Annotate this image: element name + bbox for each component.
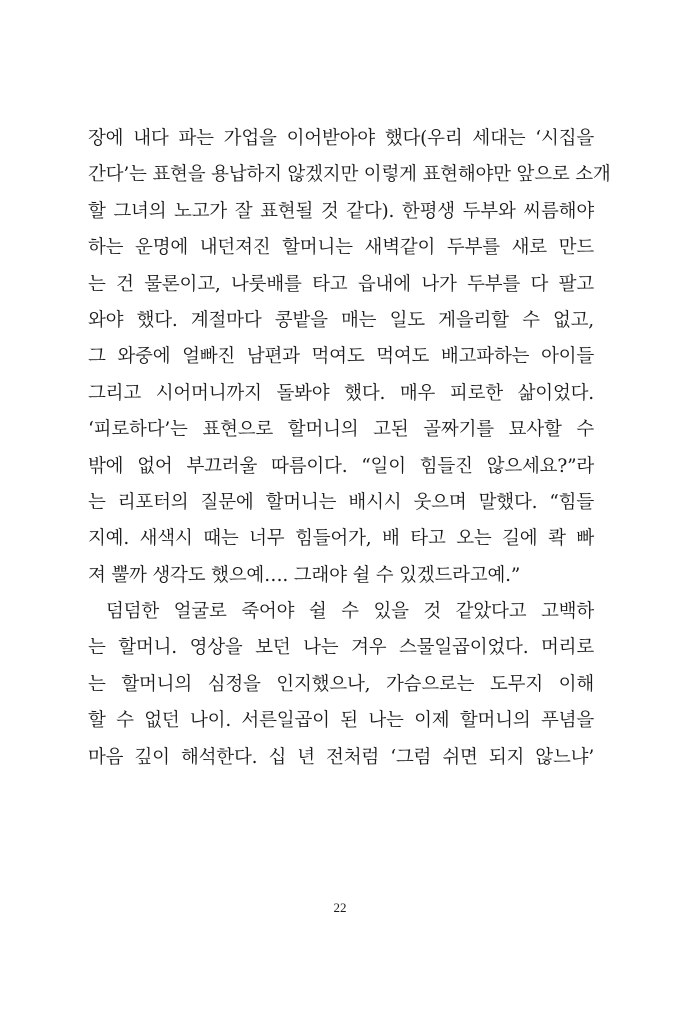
- text-line: 할 그녀의 노고가 잘 표현될 것 같다). 한평생 두부와 씨름해야: [88, 200, 594, 222]
- text-line: 밖에 없어 부끄러울 따름이다. “일이 힘들진 않으세요?”라: [88, 455, 594, 477]
- text-line: 져 뿔까 생각도 했으예…. 그래야 쉴 수 있겠드라고예.”: [88, 564, 521, 586]
- text-line: 와야 했다. 계절마다 콩밭을 매는 일도 게을리할 수 없고,: [88, 309, 594, 331]
- text-line: 그 와중에 얼빠진 남편과 먹여도 먹여도 배고파하는 아이들: [88, 346, 594, 368]
- text-line: ‘피로하다’는 표현으로 할머니의 고된 골짜기를 묘사할 수: [88, 419, 594, 441]
- text-line: 는 리포터의 질문에 할머니는 배시시 웃으며 말했다. “힘들: [88, 491, 594, 513]
- text-line: 하는 운명에 내던져진 할머니는 새벽같이 두부를 새로 만드: [88, 237, 594, 259]
- text-line: 는 건 물론이고, 나룻배를 타고 읍내에 나가 두부를 다 팔고: [88, 273, 594, 295]
- text-line: 덤덤한 얼굴로 죽어야 쉴 수 있을 것 같았다고 고백하: [106, 601, 594, 623]
- text-line: 마음 깊이 해석한다. 십 년 전처럼 ‘그럼 쉬면 되지 않느냐’: [88, 746, 594, 768]
- body-text: [88, 121, 611, 776]
- text-line: 간다’는 표현을 용납하지 않겠지만 이렇게 표현해야만 앞으로 소개: [88, 164, 611, 186]
- text-line: 그리고 시어머니까지 돌봐야 했다. 매우 피로한 삶이었다.: [88, 382, 594, 404]
- text-line: 는 할머니의 심정을 인지했으나, 가슴으로는 도무지 이해: [88, 673, 594, 695]
- text-line: 지예. 새색시 때는 너무 힘들어가, 배 타고 오는 길에 콱 빠: [88, 528, 594, 550]
- text-line: 는 할머니. 영상을 보던 나는 겨우 스물일곱이었다. 머리로: [88, 637, 594, 659]
- text-line: 장에 내다 파는 가업을 이어받아야 했다(우리 세대는 ‘시집을: [88, 128, 594, 149]
- page-number: 22: [333, 900, 347, 915]
- text-line: 할 수 없던 나이. 서른일곱이 된 나는 이제 할머니의 푸념을: [88, 710, 594, 732]
